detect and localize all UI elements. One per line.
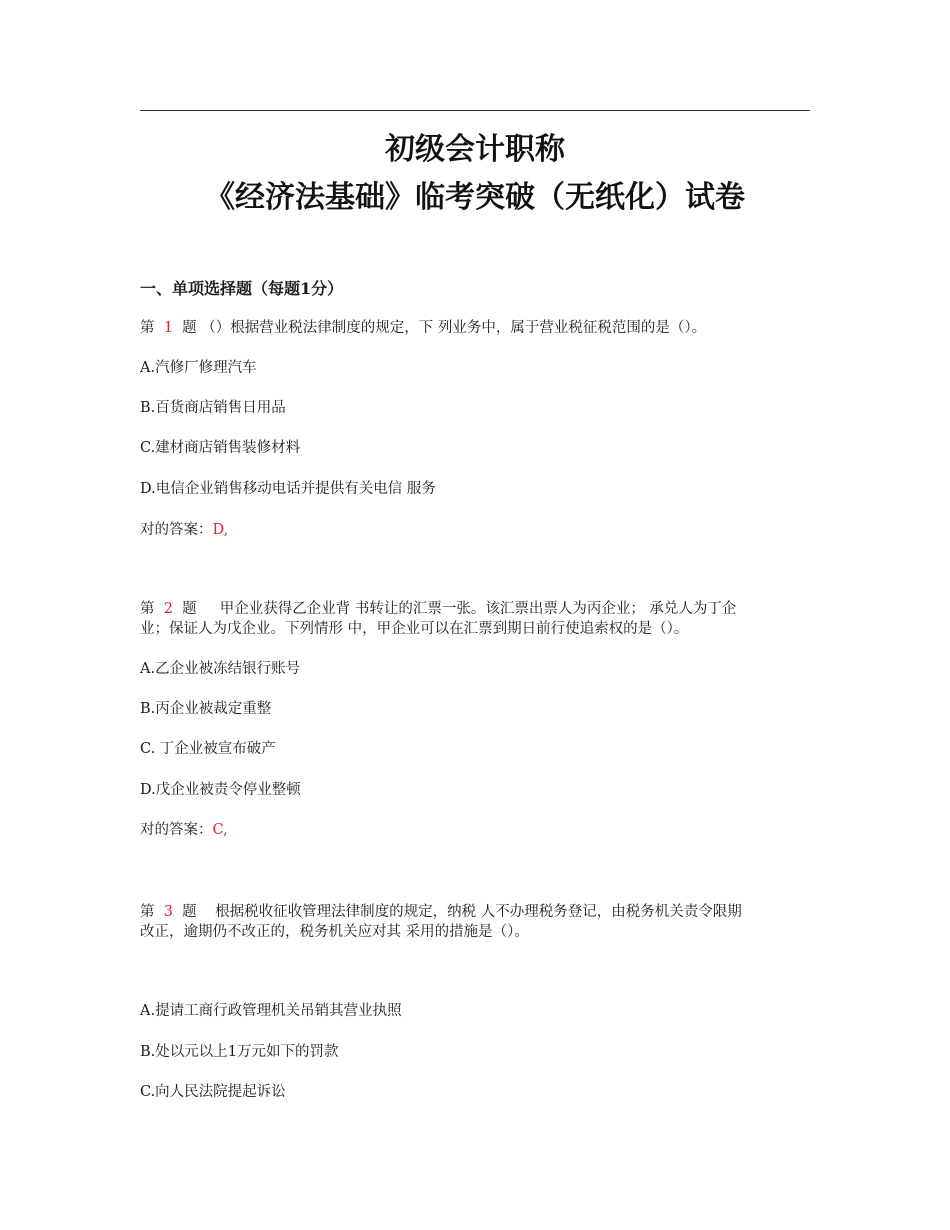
question-3-stem-line1 bbox=[140, 902, 812, 922]
question-number: 3 bbox=[163, 904, 173, 920]
question-3-stem-line2: 改正，逾期仍不改正的，税务机关应对其 采用的措施是（）。 bbox=[140, 924, 529, 940]
question-3-option-a: A.提请工商行政管理机关吊销其营业执照 bbox=[140, 1003, 402, 1019]
doc-title-line1: 初级会计职称 bbox=[385, 132, 565, 167]
question-suffix: 题 bbox=[182, 601, 197, 617]
answer-value: D, bbox=[212, 522, 229, 538]
question-number: 1 bbox=[163, 320, 173, 336]
question-2-option-d: D.戊企业被责令停业整顿 bbox=[140, 782, 301, 798]
question-prefix: 第 bbox=[140, 320, 155, 336]
question-prefix: 第 bbox=[140, 904, 155, 920]
question-1-option-a: A.汽修厂修理汽车 bbox=[140, 360, 257, 376]
answer-label: 对的答案： bbox=[140, 522, 213, 538]
question-2-option-c: C. 丁企业被宣布破产 bbox=[140, 741, 276, 757]
question-3-option-c: C.向人民法院提起诉讼 bbox=[140, 1084, 286, 1100]
question-1-stem bbox=[140, 318, 812, 338]
question-text: （）根据营业税法律制度的规定，下 列业务中，属于营业税征税范围的是（）。 bbox=[201, 320, 707, 336]
question-1-option-d: D.电信企业销售移动电话并提供有关电信 服务 bbox=[140, 481, 436, 497]
question-suffix: 题 bbox=[182, 320, 197, 336]
question-suffix: 题 bbox=[182, 904, 197, 920]
question-2-option-a: A.乙企业被冻结银行账号 bbox=[140, 661, 301, 677]
question-2-stem-line1 bbox=[140, 599, 812, 619]
section-heading: 一、单项选择题（每题1分） bbox=[140, 279, 344, 298]
question-number: 2 bbox=[163, 601, 173, 617]
question-1-option-c: C.建材商店销售装修材料 bbox=[140, 440, 301, 456]
question-1-option-b: B.百货商店销售日用品 bbox=[140, 400, 286, 416]
question-2-answer bbox=[140, 820, 812, 840]
question-text-line1: 甲企业获得乙企业背 书转让的汇票一张。该汇票出票人为丙企业； 承兑人为丁企 bbox=[219, 601, 737, 617]
header-rule bbox=[140, 110, 810, 111]
answer-label: 对的答案： bbox=[140, 822, 213, 838]
question-2-stem-line2: 业；保证人为戊企业。下列情形 中，甲企业可以在汇票到期日前行使追索权的是（）。 bbox=[140, 621, 689, 637]
question-1-answer bbox=[140, 520, 812, 540]
answer-value: C, bbox=[212, 822, 228, 838]
question-text-line1: 根据税收征收管理法律制度的规定，纳税 人不办理税务登记，由税务机关责令限期 bbox=[215, 904, 742, 920]
question-2-option-b: B.丙企业被裁定重整 bbox=[140, 701, 272, 717]
doc-title-line2: 《经济法基础》临考突破（无纸化）试卷 bbox=[205, 180, 745, 215]
question-3-option-b: B.处以元以上1万元如下的罚款 bbox=[140, 1044, 339, 1060]
question-prefix: 第 bbox=[140, 601, 155, 617]
